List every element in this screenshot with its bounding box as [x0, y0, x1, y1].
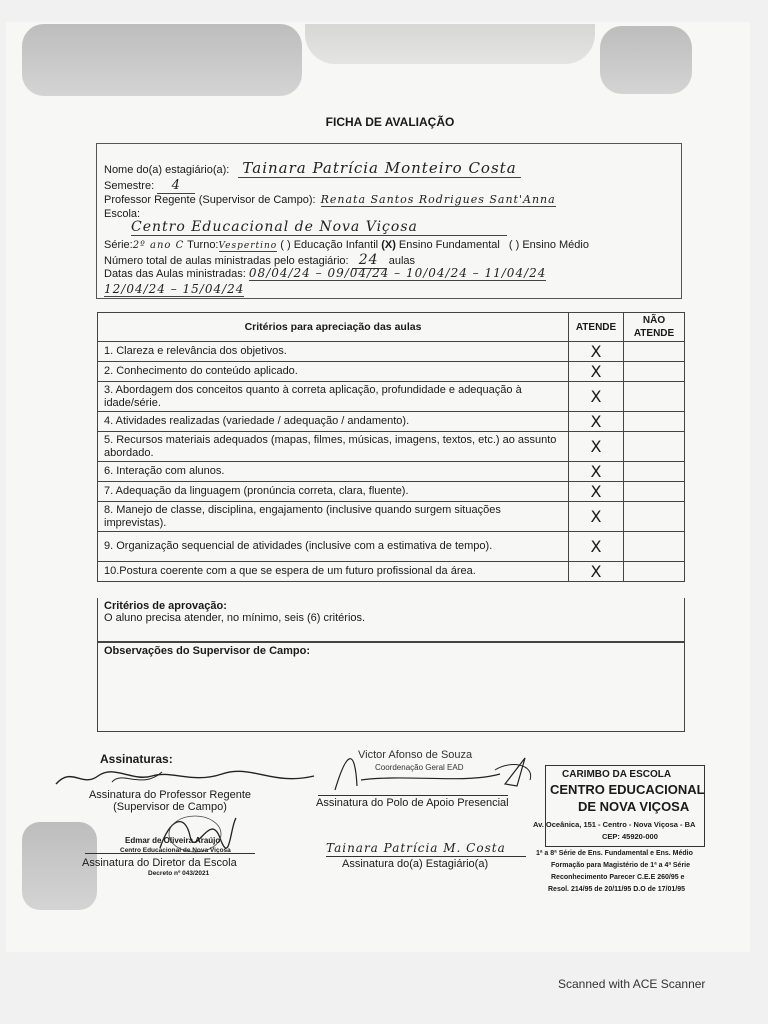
school-stamp-line-2: Formação para Magistério de 1ª a 4ª Série — [551, 862, 691, 869]
criteria-text: 4. Atividades realizadas (variedade / adequação / andamento). — [98, 412, 569, 432]
criteria-header: Critérios para apreciação das aulas — [98, 313, 569, 342]
dates-label: Datas das Aulas ministradas: — [104, 268, 246, 280]
director-signature-line — [85, 853, 255, 854]
criteria-text: 6. Interação com alunos. — [98, 462, 569, 482]
grade-value: 2º ano C — [132, 240, 185, 251]
trainee-signature-label: Assinatura do(a) Estagiário(a) — [342, 858, 489, 870]
school-value: Centro Educacional de Nova Viçosa — [131, 219, 507, 236]
school-stamp-caption: CARIMBO DA ESCOLA — [562, 769, 672, 780]
meets-mark: X — [569, 412, 624, 432]
semester-value: 4 — [157, 178, 195, 194]
supervisor-value: Renata Santos Rodrigues Sant'Anna — [320, 193, 556, 206]
director-signature-label: Assinatura do Diretor da Escola — [82, 857, 237, 869]
school-stamp-cep: CEP: 45920-000 — [602, 832, 658, 841]
polo-signature-line — [318, 795, 508, 796]
criteria-row — [98, 462, 685, 482]
director-stamp-line-3: Decreto nº 043/2021 — [148, 870, 210, 877]
criteria-row — [98, 432, 685, 462]
approval-text: O aluno precisa atender, no mínimo, seis (6) critérios. — [104, 612, 366, 624]
polo-stamp-name: Victor Afonso de Souza — [358, 749, 473, 761]
supervisor-label-line-1: Assinatura do Professor Regente — [88, 789, 252, 801]
meets-mark: X — [569, 382, 624, 412]
criteria-table — [97, 312, 685, 582]
meets-mark: X — [569, 342, 624, 362]
director-stamp-line-2: Centro Educacional de Nova Viçosa — [120, 847, 231, 854]
scan-artifact-top-right — [600, 26, 692, 94]
supervisor-label-line-2: (Supervisor de Campo) — [113, 801, 227, 813]
school-stamp-line-3: Reconhecimento Parecer C.E.E 260/95 e — [551, 874, 685, 881]
polo-signature-label: Assinatura do Polo de Apoio Presencial — [316, 797, 509, 809]
name-label: Nome do(a) estagiário(a): — [104, 164, 230, 176]
shift-value: Vespertino — [218, 241, 278, 251]
meets-mark: X — [569, 462, 624, 482]
meets-mark: X — [569, 432, 624, 462]
school-stamp-line-4: Resol. 214/95 de 20/11/95 D.O de 17/01/95 — [548, 886, 685, 893]
criteria-row — [98, 532, 685, 562]
not-meets-cell — [624, 502, 685, 532]
dates-line-1: 08/04/24 – 09/04/24 – 10/04/24 – 11/04/24 — [248, 266, 547, 280]
scan-artifact-top-center — [305, 24, 595, 64]
semester-label: Semestre: — [104, 180, 155, 192]
meets-mark: X — [569, 502, 624, 532]
criteria-row — [98, 362, 685, 382]
signatures-heading: Assinaturas: — [100, 752, 173, 766]
school-stamp-name-2: DE NOVA VIÇOSA — [578, 799, 690, 814]
not-meets-cell — [624, 462, 685, 482]
criteria-text: 8. Manejo de classe, disciplina, engajamento (inclusive quando surgem situações imprevistas). — [98, 502, 569, 532]
criteria-text: 2. Conhecimento do conteúdo aplicado. — [98, 362, 569, 382]
total-classes-unit: aulas — [388, 255, 415, 267]
table-header-row — [98, 313, 685, 342]
not-meets-cell — [624, 362, 685, 382]
criteria-row — [98, 412, 685, 432]
criteria-text: 5. Recursos materiais adequados (mapas, filmes, músicas, imagens, textos, etc.) ao assunto abordado. — [98, 432, 569, 462]
criteria-text: 3. Abordagem dos conceitos quanto à correta aplicação, profundidade e adequação à idade/série. — [98, 382, 569, 412]
name-value: Tainara Patrícia Monteiro Costa — [238, 159, 520, 178]
option-medio: ( ) Ensino Médio — [508, 239, 589, 251]
observations-box — [97, 642, 685, 732]
criteria-row — [98, 342, 685, 362]
option-fundamental-mark: (X) — [381, 239, 396, 251]
criteria-row — [98, 502, 685, 532]
criteria-text: 7. Adequação da linguagem (pronúncia correta, clara, fluente). — [98, 482, 569, 502]
not-meets-cell — [624, 412, 685, 432]
polo-stamp-role: Coordenação Geral EAD — [375, 763, 464, 772]
not-meets-cell — [624, 532, 685, 562]
trainee-signature: Tainara Patrícia M. Costa — [326, 841, 506, 855]
school-stamp-address: Av. Oceânica, 151 - Centro - Nova Viçosa - BA — [533, 820, 696, 829]
school-label: Escola: — [104, 208, 141, 220]
criteria-text: 10.Postura coerente com a que se espera de um futuro profissional da área. — [98, 562, 569, 582]
not-meets-cell — [624, 432, 685, 462]
not-meets-cell — [624, 562, 685, 582]
grade-label: Série: — [104, 239, 133, 251]
meets-mark: X — [569, 532, 624, 562]
observations-title: Observações do Supervisor de Campo: — [104, 645, 311, 657]
approval-criteria-box — [97, 598, 685, 642]
criteria-body — [98, 342, 685, 582]
school-stamp-line-1: 1ª a 8ª Série de Ens. Fundamental e Ens. Médio — [536, 850, 693, 857]
polo-signature — [325, 740, 540, 800]
not-meets-cell — [624, 382, 685, 412]
dates-line-2: 12/04/24 – 15/04/24 — [104, 282, 245, 296]
option-fundamental: Ensino Fundamental — [398, 239, 500, 251]
criteria-text: 1. Clareza e relevância dos objetivos. — [98, 342, 569, 362]
option-infantil: ( ) Educação Infantil — [280, 239, 379, 251]
school-stamp-name-1: CENTRO EDUCACIONAL — [550, 782, 705, 797]
student-info-box — [96, 143, 682, 299]
not-meets-cell — [624, 482, 685, 502]
meets-mark: X — [569, 562, 624, 582]
meets-mark: X — [569, 482, 624, 502]
scan-artifact-top-left — [22, 24, 302, 96]
criteria-row — [98, 562, 685, 582]
total-classes-label: Número total de aulas ministradas pelo estagiário: — [104, 255, 349, 267]
trainee-signature-line — [326, 856, 526, 857]
not-meets-cell — [624, 342, 685, 362]
criteria-text: 9. Organização sequencial de atividades (inclusive com a estimativa de tempo). — [98, 532, 569, 562]
approval-title: Critérios de aprovação: — [104, 600, 227, 612]
criteria-row — [98, 482, 685, 502]
supervisor-signature — [52, 762, 322, 792]
shift-label: Turno: — [187, 239, 219, 251]
total-classes-value: 24 — [352, 252, 386, 269]
director-stamp-name: Edmar de Oliveira Araújo — [125, 836, 221, 845]
meets-header: ATENDE — [569, 313, 624, 342]
not-meets-header: NÃO ATENDE — [624, 313, 685, 342]
meets-mark: X — [569, 362, 624, 382]
scanner-watermark: Scanned with ACE Scanner — [558, 977, 706, 991]
criteria-row — [98, 382, 685, 412]
page-title: FICHA DE AVALIAÇÃO — [325, 115, 455, 129]
supervisor-label: Professor Regente (Supervisor de Campo): — [104, 194, 316, 206]
